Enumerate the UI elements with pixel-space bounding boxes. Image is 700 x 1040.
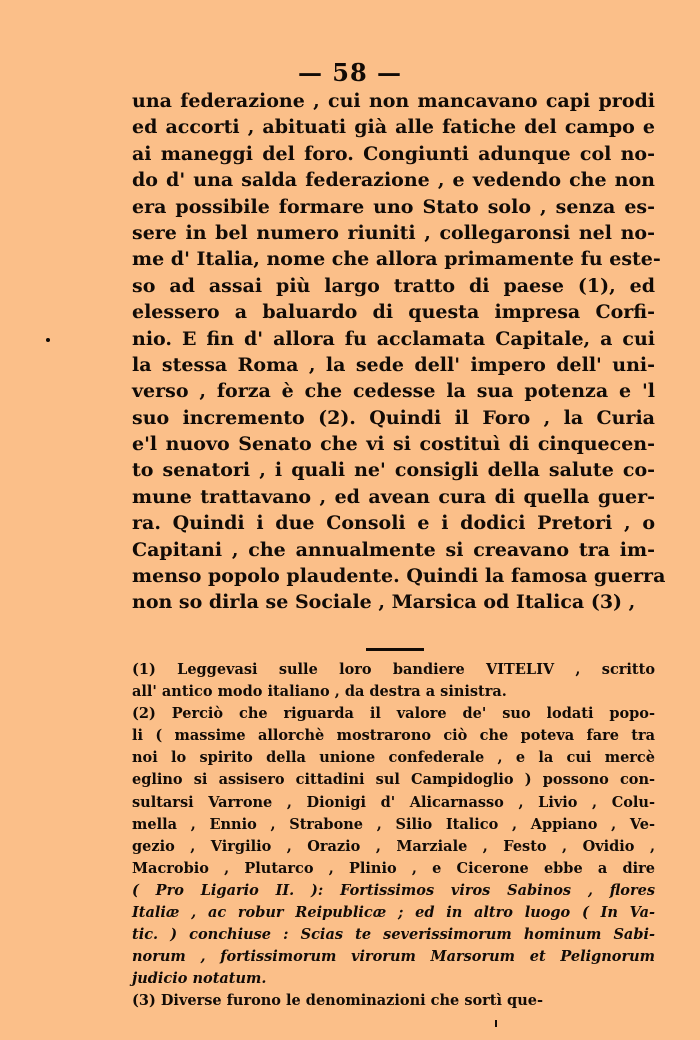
footnote-line: li ( massime allorchè mostrarono ciò che poteva fare tra [132,727,655,745]
body-line: e'l nuovo Senato che vi si costituì di cinquecen- [132,433,655,456]
body-line: so ad assai più largo tratto di paese (1), ed [132,274,655,297]
footnote-line: mella , Ennio , Strabone , Silio Italico , Appiano , Ve- [132,815,655,833]
footnote-line: (1) Leggevasi sulle loro bandiere VITELIV , scritto [132,661,655,678]
footnote-line: all' antico modo italiano , da destra a sinistra. [132,683,507,701]
body-line: suo incremento (2). Quindi il Foro , la Curia [132,406,655,429]
page-number: — 58 — [297,58,403,87]
body-line: nio. E fin d' allora fu acclamata Capitale, a cui [132,327,655,350]
footnote-line: norum , fortissimorum virorum Marsorum et Pelignorum [132,948,655,966]
body-line: me d' Italia, nome che allora primamente fu este- [132,248,661,271]
footnote-line: sultarsi Varrone , Dionigi d' Alicarnasso , Livio , Colu- [132,793,655,811]
footnote-line: Italiæ , ac robur Reipublicæ ; ed in altro luogo ( In Va- [132,904,655,922]
footnote-line: (2) Perciò che riguarda il valore de' suo lodati popo- [132,705,655,723]
footnote-line: eglino si assisero cittadini sul Campidoglio ) possono con- [132,771,655,789]
page-mark [495,1020,497,1027]
body-line: do d' una salda federazione , e vedendo che non [132,169,655,192]
body-line: ai maneggi del foro. Congiunti adunque col no- [132,142,655,165]
body-line: ra. Quindi i due Consoli e i dodici Pretori , o [132,512,655,535]
body-line: Capitani , che annualmente si creavano tra im- [132,538,655,561]
body-line: to senatori , i quali ne' consigli della salute co- [132,459,655,482]
footnote-separator [366,648,424,651]
footnote-line: noi lo spirito della unione confederale , e la cui mercè [132,749,655,767]
footnote-line: (3) Diverse furono le denominazioni che sortì que- [132,992,543,1010]
body-line: elessero a baluardo di questa impresa Corfi- [132,301,655,324]
body-line: verso , forza è che cedesse la sua potenza e 'l [132,380,655,403]
footnote-line: Macrobio , Plutarco , Plinio , e Cicerone ebbe a dire [132,859,655,877]
body-line: una federazione , cui non mancavano capi prodi [132,90,655,112]
footnote-line: gezio , Virgilio , Orazio , Marziale , Festo , Ovidio , [132,837,655,855]
margin-mark [46,338,50,342]
body-text [132,88,666,616]
body-line: sere in bel numero riuniti , collegaronsi nel no- [132,221,655,244]
footnotes [132,659,655,1013]
body-line: era possibile formare uno Stato solo , senza es- [132,195,655,218]
body-line: mune trattavano , ed avean cura di quella guer- [132,485,655,508]
body-line: la stessa Roma , la sede dell' impero dell' uni- [132,353,655,376]
body-line: menso popolo plaudente. Quindi la famosa guerra [132,565,666,588]
body-line: ed accorti , abituati già alle fatiche del campo e [132,116,655,139]
footnote-line: judicio notatum. [132,970,267,988]
footnote-line: ( Pro Ligario II. ): Fortissimos viros Sabinos , flores [132,881,655,899]
body-line: non so dirla se Sociale , Marsica od Italica (3) , [132,591,636,614]
footnote-line: tic. ) conchiuse : Scias te severissimorum hominum Sabi- [132,926,655,944]
